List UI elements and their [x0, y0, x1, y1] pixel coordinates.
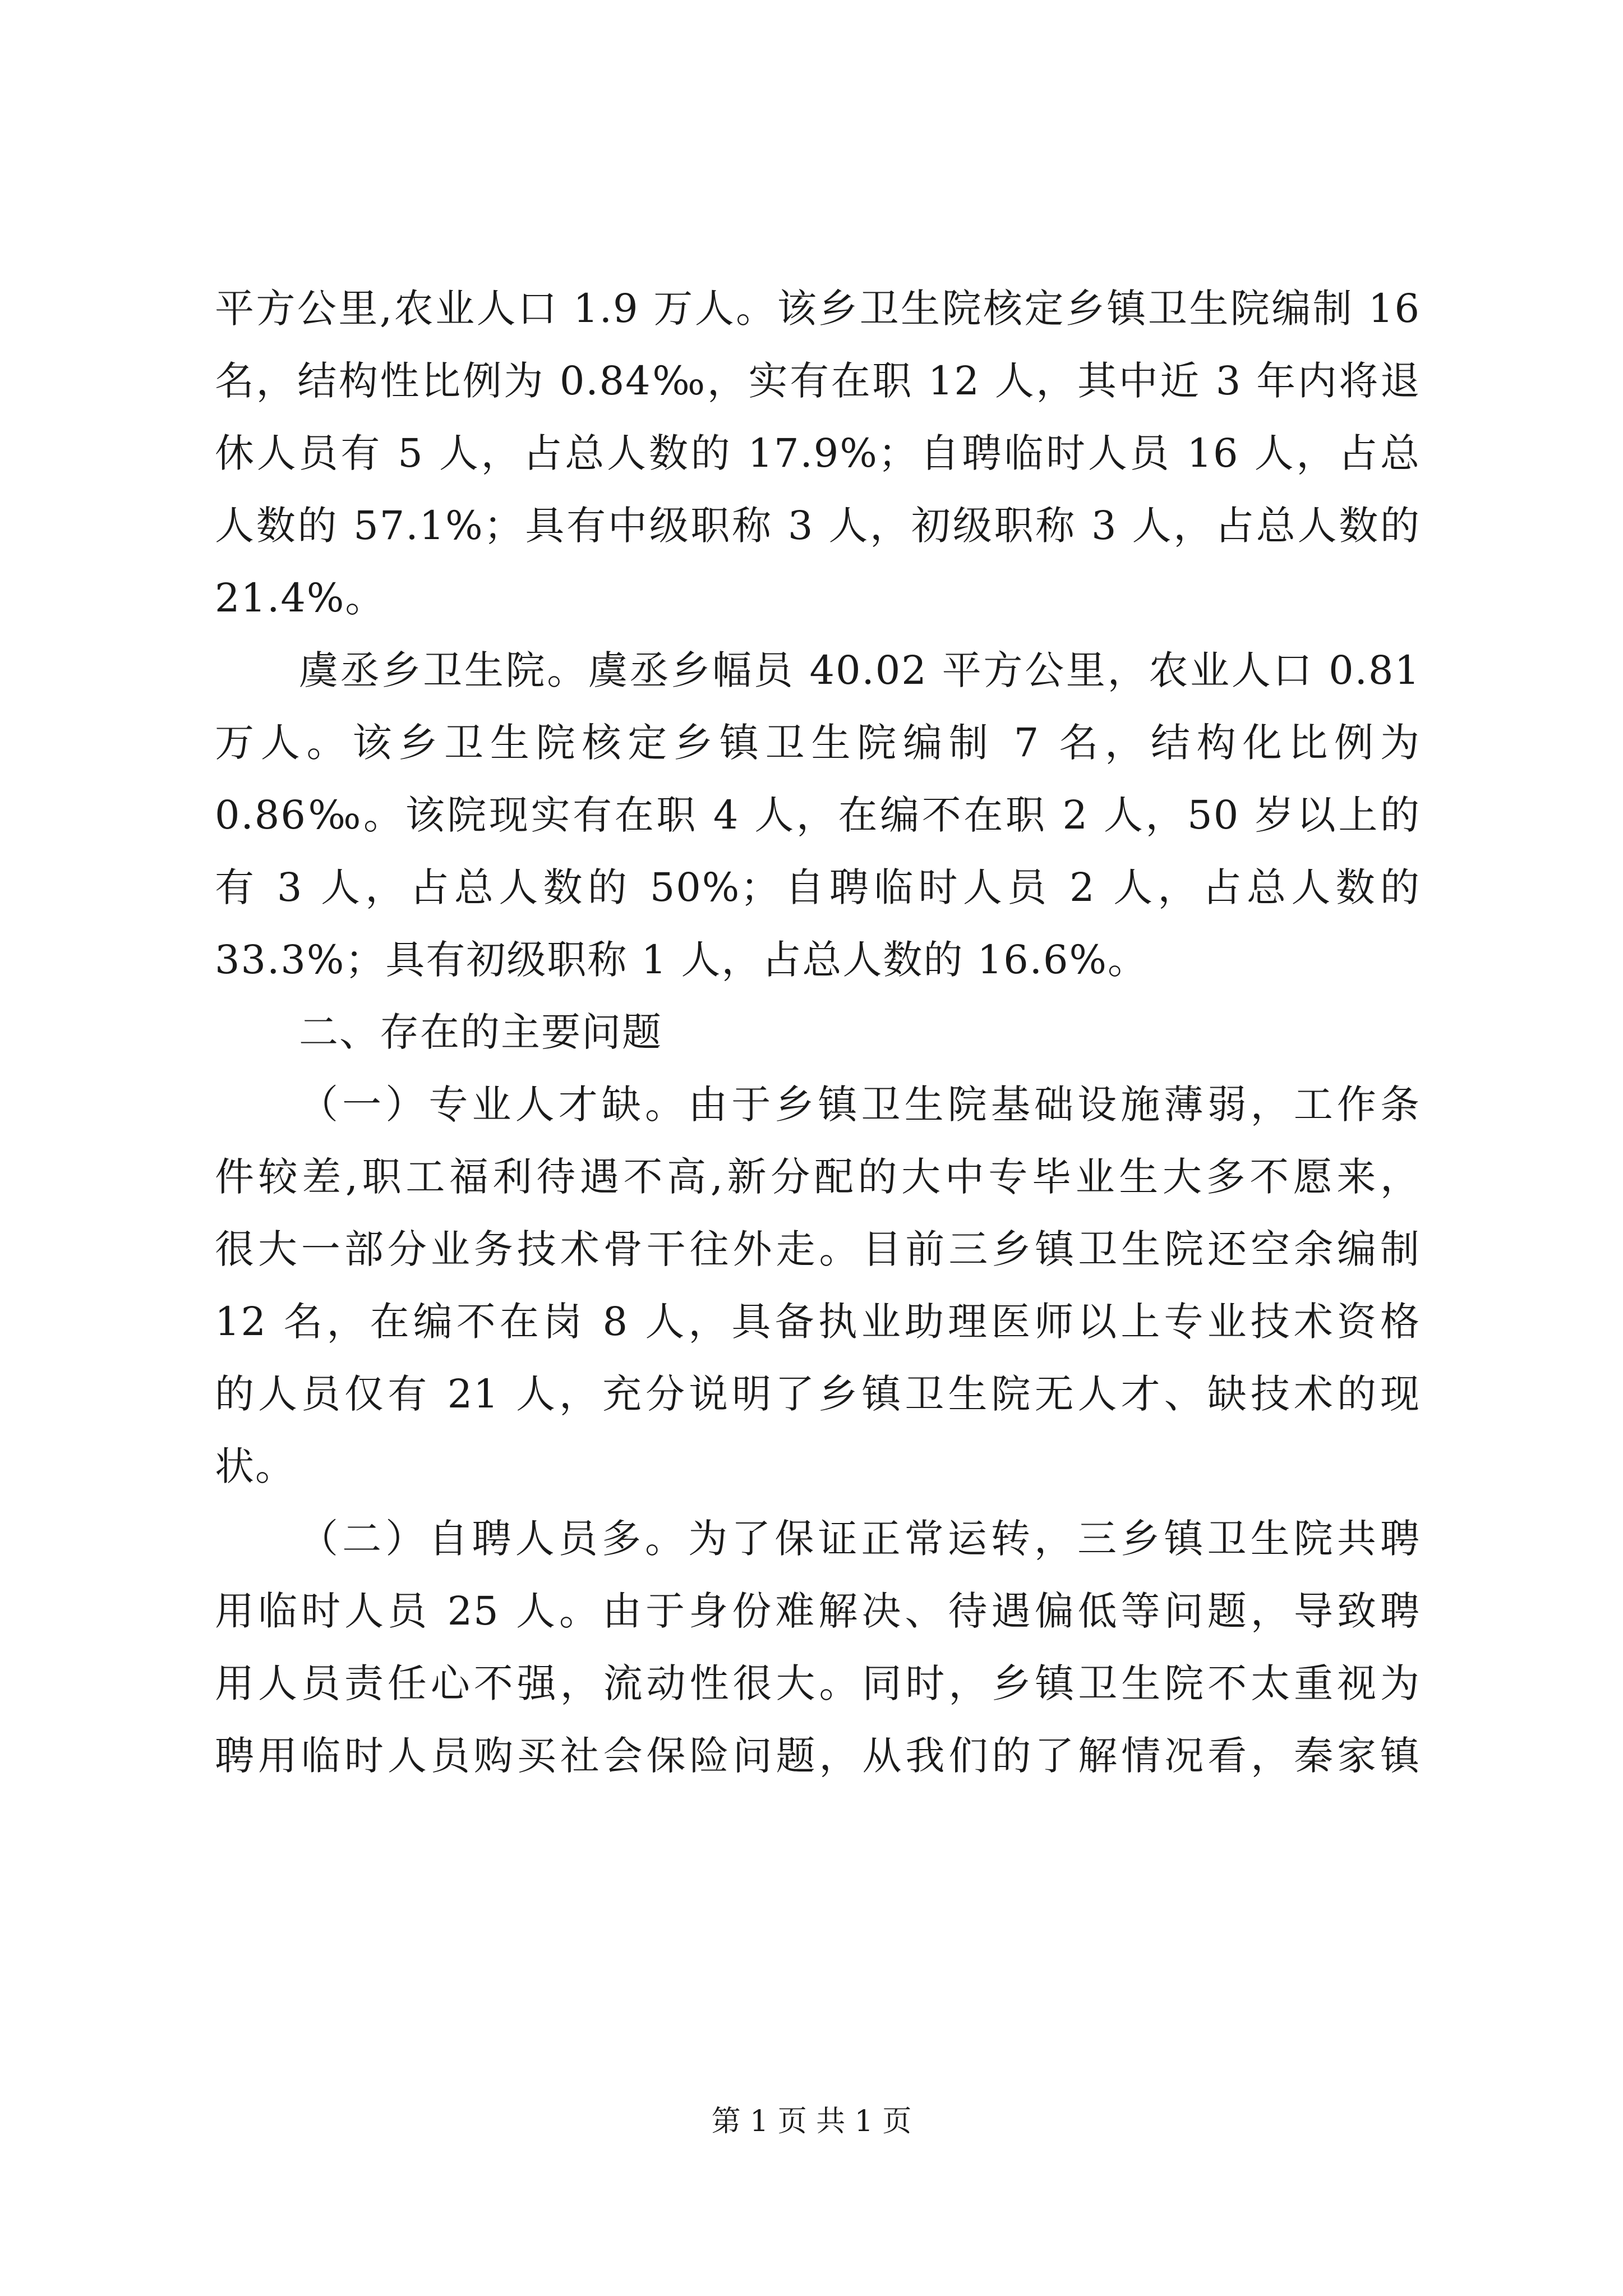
text-line: 用人员责任心不强，流动性很大。同时，乡镇卫生院不太重视为 [215, 1660, 1421, 1706]
text-line: 人数的 57.1%；具有中级职称 3 人，初级职称 3 人，占总人数的 [215, 503, 1421, 549]
text-line: 21.4%。 [215, 575, 386, 621]
section-heading: 二、存在的主要问题 [299, 1009, 662, 1055]
text-line: 休人员有 5 人，占总人数的 17.9%；自聘临时人员 16 人，占总 [215, 430, 1421, 476]
text-line: 件较差,职工福利待遇不高,新分配的大中专毕业生大多不愿来， [215, 1154, 1421, 1200]
text-line: 名，结构性比例为 0.84‰，实有在职 12 人，其中近 3 年内将退 [215, 358, 1421, 404]
page-footer: 第 1 页 共 1 页 [711, 2105, 912, 2138]
text-line: 12 名，在编不在岗 8 人，具备执业助理医师以上专业技术资格 [215, 1299, 1421, 1345]
paragraph-start-line: 虞丞乡卫生院。虞丞乡幅员 40.02 平方公里，农业人口 0.81 [299, 647, 1421, 693]
text-line: 有 3 人，占总人数的 50%；自聘临时人员 2 人，占总人数的 [215, 864, 1421, 910]
text-line: 状。 [215, 1443, 296, 1489]
text-line: 万人。该乡卫生院核定乡镇卫生院编制 7 名，结构化比例为 [215, 720, 1421, 766]
text-line: 0.86‰。该院现实有在职 4 人，在编不在职 2 人，50 岁以上的 [215, 792, 1421, 838]
document-body [215, 273, 1421, 1792]
text-line: 的人员仅有 21 人，充分说明了乡镇卫生院无人才、缺技术的现 [215, 1371, 1421, 1417]
text-line: 聘用临时人员购买社会保险问题，从我们的了解情况看，秦家镇 [215, 1733, 1421, 1779]
paragraph-start-line: （一）专业人才缺。由于乡镇卫生院基础设施薄弱，工作条 [299, 1082, 1421, 1128]
paragraph-start-line: （二）自聘人员多。为了保证正常运转，三乡镇卫生院共聘 [299, 1516, 1421, 1562]
text-line: 平方公里,农业人口 1.9 万人。该乡卫生院核定乡镇卫生院编制 16 [215, 286, 1421, 332]
text-line: 用临时人员 25 人。由于身份难解决、待遇偏低等问题，导致聘 [215, 1588, 1421, 1634]
text-line: 33.3%；具有初级职称 1 人，占总人数的 16.6%。 [215, 937, 1149, 983]
text-line: 很大一部分业务技术骨干往外走。目前三乡镇卫生院还空余编制 [215, 1226, 1421, 1272]
